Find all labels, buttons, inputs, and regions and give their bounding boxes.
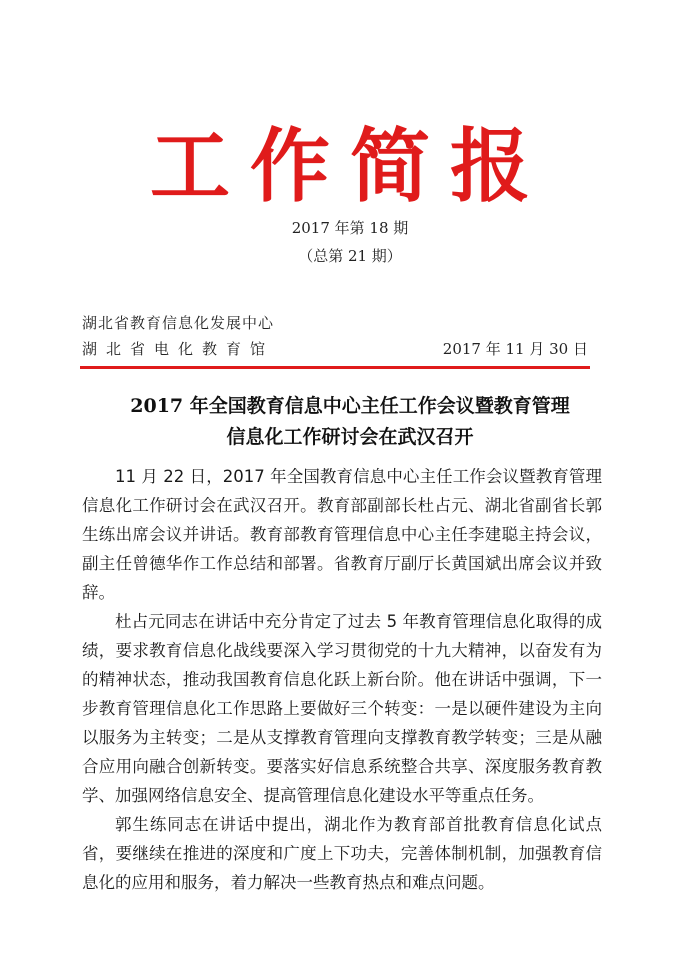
article-paragraph: 杜占元同志在讲话中充分肯定了过去 5 年教育管理信息化取得的成绩，要求教育信息化战线要深入学习贯彻党的十九大精神，以奋发有为的精神状态，推动我国教育信息化跃上新台阶。他在讲话中强调，下一步教育管理信息化工作思路上要做好三个转变：一是以硬件建设为主向以服务为主转变；二是从支撑教育管理向支撑教育教学转变；三是从融合应用向融合创新转变。要落实好信息系统整合共享、深度服务教育教学、加强网络信息安全、提高管理信息化建设水平等重点任务。 [82,612,602,805]
issue-number: 2017 年第 18 期 [291,219,409,237]
article-title-line-2: 信息化工作研讨会在武汉召开 [226,426,474,448]
organization-name-2: 湖北省电化教育馆 [82,340,275,358]
header-divider [80,366,590,369]
publish-date: 2017 年 11 月 30 日 [442,340,588,358]
organization-name-1: 湖北省教育信息化发展中心 [82,314,275,332]
article-title-line-1: 2017 年全国教育信息中心主任工作会议暨教育管理 [130,395,570,417]
issue-total: （总第 21 期） [298,247,402,265]
article-paragraph: 11 月 22 日，2017 年全国教育信息中心主任工作会议暨教育管理信息化工作研讨会在武汉召开。教育部副部长杜占元、湖北省副省长郭生练出席会议并讲话。教育部教育管理信息中心主任李建聪主持会议，副主任曾德华作工作总结和部署。省教育厅副厅长黄国斌出席会议并致辞。 [82,467,602,602]
article-body [82,462,602,897]
masthead-title: 工作简报 [150,120,550,213]
article-paragraph: 郭生练同志在讲话中提出，湖北作为教育部首批教育信息化试点省，要继续在推进的深度和广度上下功夫，完善体制机制，加强教育信息化的应用和服务，着力解决一些教育热点和难点问题。 [82,815,602,892]
